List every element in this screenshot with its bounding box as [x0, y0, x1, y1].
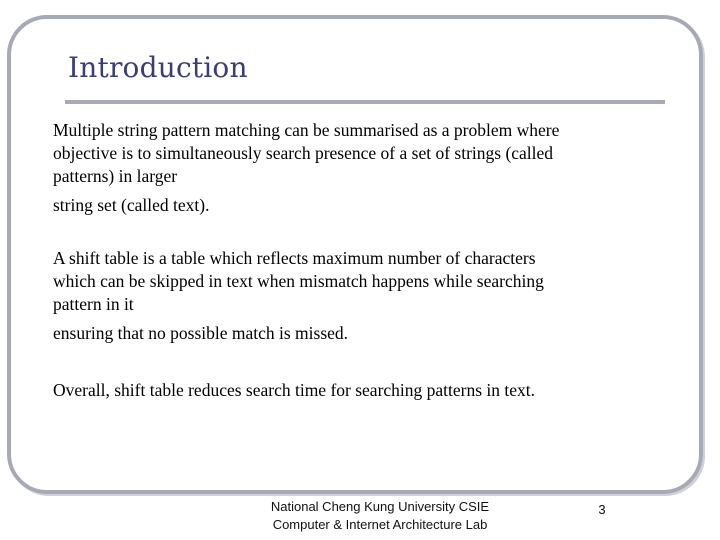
page-number: 3: [598, 502, 606, 517]
paragraph-1-continuation: string set (called text).: [53, 195, 210, 215]
paragraph-2: [53, 247, 653, 345]
paragraph-1-line-2: objective is to simultaneously search presence of a set of strings (called: [53, 143, 554, 163]
paragraph-3-line-1: Overall, shift table reduces search time for searching patterns in text.: [53, 380, 536, 400]
slide-body: [53, 119, 653, 402]
paragraph-1-line-1: Multiple string pattern matching can be summarised as a problem where: [53, 120, 560, 140]
slide-title: Introduction: [68, 51, 248, 84]
footer-line-2: Computer & Internet Architecture Lab: [272, 517, 488, 532]
footer-institution: [240, 498, 520, 534]
paragraph-2-line-3: pattern in it: [53, 294, 134, 314]
paragraph-1-line-3: patterns) in larger: [53, 166, 178, 186]
paragraph-3: [53, 379, 653, 402]
footer-line-1: National Cheng Kung University CSIE: [270, 499, 490, 514]
paragraph-2-line-1: A shift table is a table which reflects maximum number of characters: [53, 248, 536, 268]
paragraph-2-line-2: which can be skipped in text when mismatch happens while searching: [53, 271, 544, 291]
paragraph-2-continuation: ensuring that no possible match is missed.: [53, 323, 349, 343]
title-underline: [65, 100, 665, 104]
paragraph-1: [53, 119, 653, 217]
